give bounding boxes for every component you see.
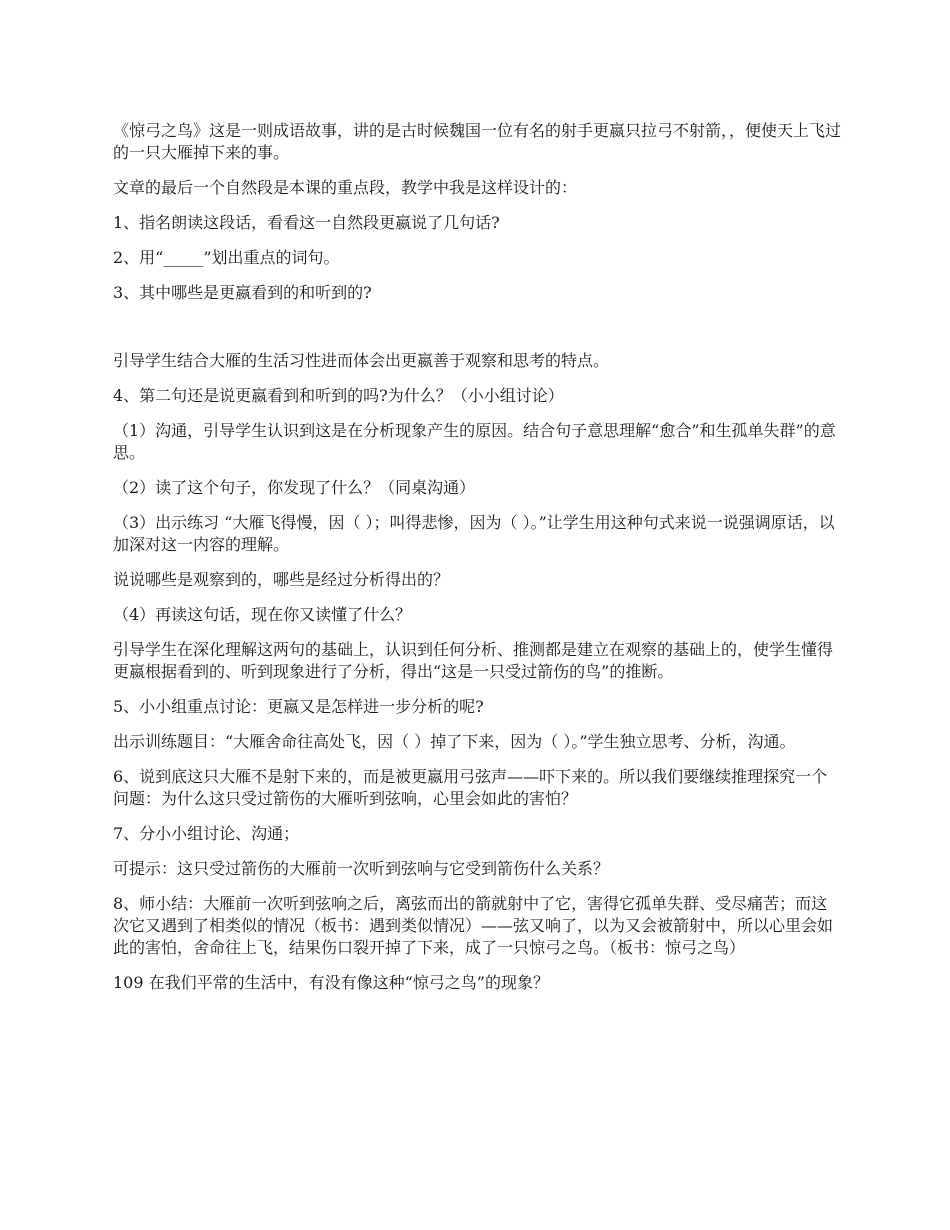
sub-step-2: （2）读了这个句子，你发现了什么？（同桌沟通） <box>113 478 476 497</box>
document-body <box>113 120 843 1007</box>
sub-step-1: （1）沟通，引导学生认识到这是在分析现象产生的原因。结合句子意思理解“愈合”和生孤单失群”的意思。 <box>113 421 836 462</box>
step-1: 1、指名朗读这段话，看看这一自然段更嬴说了几句话? <box>113 213 500 232</box>
guide-paragraph-2: 引导学生在深化理解这两句的基础上，认识到任何分析、推测都是建立在观察的基础上的，使学生懂得更嬴根据看到的、听到现象进行了分析，得出“这是一只受过箭伤的鸟”的推断。 <box>113 640 834 681</box>
step-2: 2、用“_____”划出重点的词句。 <box>113 248 340 267</box>
sub-step-4: （4）再读这句话，现在你又读懂了什么？ <box>113 605 412 624</box>
step-4: 4、第二句还是说更嬴看到和听到的吗?为什么？（小小组讨论） <box>113 386 564 405</box>
intro-paragraph: 《惊弓之鸟》这是一则成语故事，讲的是古时候魏国一位有名的射手更嬴只拉弓不射箭，，便使天上飞过的一只大雁掉下来的事。 <box>113 121 842 162</box>
training-exercise: 出示训练题目：“大雁舍命往高处飞，因（ ）掉了下来，因为（ ）。”学生独立思考、分析，沟通。 <box>113 732 796 751</box>
step-7: 7、分小小组讨论、沟通； <box>113 824 300 843</box>
step-8-summary: 8、师小结：大雁前一次听到弦响之后，离弦而出的箭就射中了它，害得它孤单失群、受尽痛苦；而这次它又遇到了相类似的情况（板书：遇到类似情况）——弦又响了，以为又会被箭射中，所以心里会如此的害怕，舍命往上飞，结果伤口裂开掉了下来，成了一只惊弓之鸟。（板书：惊弓之鸟） <box>113 894 834 957</box>
hint-paragraph: 可提示：这只受过箭伤的大雁前一次听到弦响与它受到箭伤什么关系？ <box>113 859 610 878</box>
design-intro: 文章的最后一个自然段是本课的重点段，教学中我是这样设计的： <box>113 178 578 197</box>
closing-question: 109 在我们平常的生活中，有没有像这种“惊弓之鸟”的现象？ <box>113 973 549 992</box>
step-5: 5、小小组重点讨论：更嬴又是怎样进一步分析的呢? <box>113 697 484 716</box>
guide-paragraph-1: 引导学生结合大雁的生活习性进而体会出更嬴善于观察和思考的特点。 <box>113 351 610 370</box>
sub-step-3: （3）出示练习 “大雁飞得慢，因（ ）；叫得悲惨，因为（ ）。”让学生用这种句式来说一说强调原话，以加深对这一内容的理解。 <box>113 513 835 554</box>
observation-question: 说说哪些是观察到的，哪些是经过分析得出的？ <box>113 570 450 589</box>
step-3: 3、其中哪些是更嬴看到的和听到的? <box>113 283 372 302</box>
step-6: 6、说到底这只大雁不是射下来的，而是被更嬴用弓弦声——吓下来的。所以我们要继续推理探究一个问题：为什么这只受过箭伤的大雁听到弦响，心里会如此的害怕？ <box>113 767 828 808</box>
